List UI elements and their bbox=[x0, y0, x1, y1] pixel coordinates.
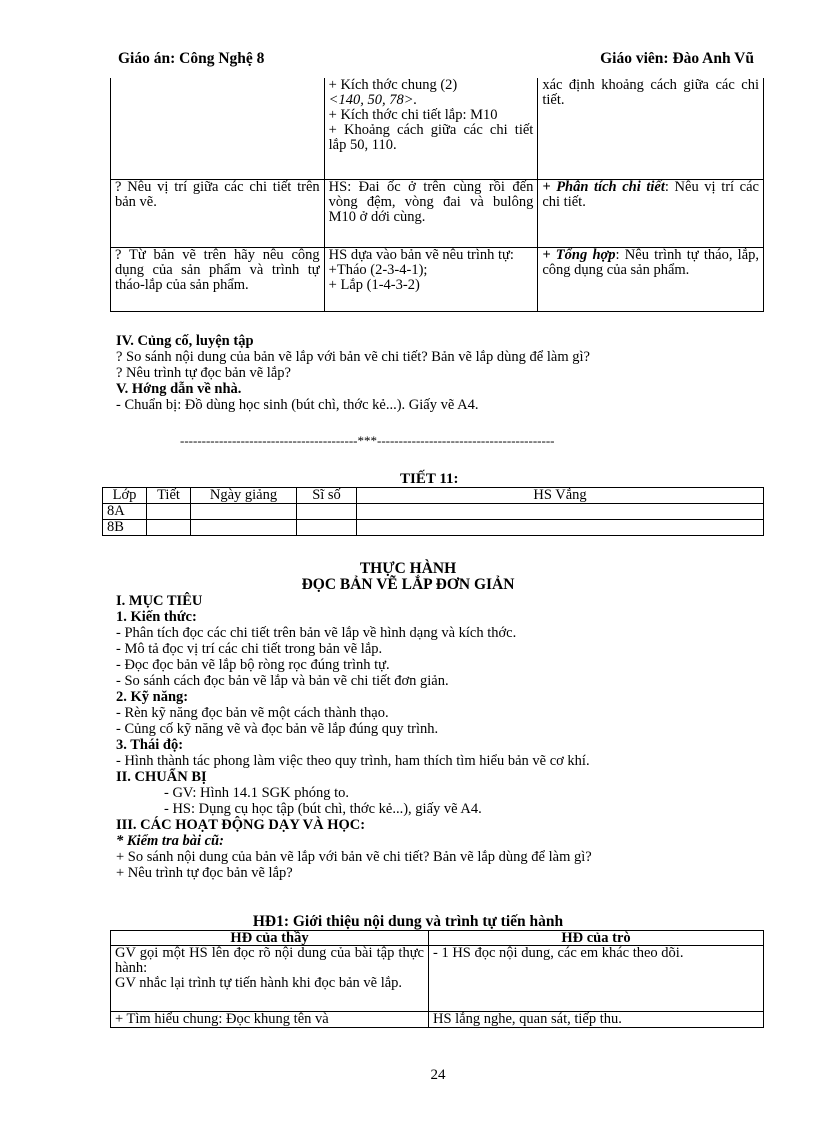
table-cell bbox=[357, 504, 764, 520]
table-row bbox=[111, 247, 764, 311]
main-title-line2: ĐỌC BẢN VẼ LẮP ĐƠN GIẢN bbox=[301, 576, 515, 593]
hd1-title: HĐ1: Giới thiệu nội dung và trình tự tiến hành bbox=[252, 913, 564, 930]
subsection-title: * Kiểm tra bài cũ: bbox=[116, 833, 224, 849]
column-header: HS Vắng bbox=[357, 488, 764, 504]
column-header: HĐ của trò bbox=[429, 931, 764, 946]
cell-line: <140, 50, 78>. bbox=[328, 92, 418, 108]
table-cell: + Tìm hiểu chung: Đọc khung tên và bbox=[111, 1012, 429, 1028]
table-row bbox=[103, 504, 764, 520]
activity-table bbox=[110, 930, 764, 1028]
text-line: - HS: Dụng cụ học tập (bút chì, thớc kẻ...), giấy vẽ A4. bbox=[164, 801, 482, 817]
text-line: + Nêu trình tự đọc bản vẽ lắp? bbox=[116, 865, 293, 881]
column-header: Sĩ số bbox=[297, 488, 357, 504]
page-number: 24 bbox=[430, 1067, 446, 1083]
text-line: - Mô tả đọc vị trí các chi tiết trong bản vẽ lắp. bbox=[116, 641, 383, 657]
consolidation-section bbox=[116, 333, 756, 413]
column-header: Tiết bbox=[147, 488, 191, 504]
table-cell bbox=[357, 520, 764, 536]
cell-bold-text: + Phân tích chi tiết bbox=[542, 178, 665, 195]
table-cell bbox=[297, 504, 357, 520]
table-cell: ? Nêu vị trí giữa các chi tiết trên bản vẽ. bbox=[111, 179, 325, 247]
table-cell bbox=[538, 179, 764, 247]
text-line: + So sánh nội dung của bản vẽ lắp với bản vẽ chi tiết? Bản vẽ lắp dùng để làm gì? bbox=[116, 849, 592, 865]
text-line: - Đọc đọc bản vẽ lắp bộ ròng rọc đúng trình tự. bbox=[116, 657, 390, 673]
text-line: - Phân tích đọc các chi tiết trên bản vẽ lắp về hình dạng và kích thớc. bbox=[116, 625, 517, 641]
text-line: - Chuẩn bị: Đồ dùng học sinh (bút chì, thớc kẻ...). Giấy vẽ A4. bbox=[116, 397, 479, 413]
text-line: ? So sánh nội dung của bản vẽ lắp với bản vẽ chi tiết? Bản vẽ lắp dùng để làm gì? bbox=[116, 349, 590, 365]
table-cell: HS lắng nghe, quan sát, tiếp thu. bbox=[429, 1012, 764, 1028]
column-header: HĐ của thầy bbox=[111, 931, 429, 946]
table-row bbox=[111, 179, 764, 247]
column-header: Lớp bbox=[103, 488, 147, 504]
cell-line: + Khoảng cách giữa các chi tiết lắp 50, 110. bbox=[328, 122, 534, 153]
table-cell bbox=[538, 247, 764, 311]
lesson-number: TIẾT 11: bbox=[400, 471, 459, 487]
lesson-table-continued bbox=[110, 78, 764, 312]
cell-line: GV gọi một HS lên đọc rõ nội dung của bài tập thực hành: bbox=[115, 945, 424, 976]
cell-line: + Lắp (1-4-3-2) bbox=[328, 276, 420, 293]
text-line: ? Nêu trình tự đọc bản vẽ lắp? bbox=[116, 365, 291, 381]
text-line: - Hình thành tác phong làm việc theo quy trình, ham thích tìm hiểu bản vẽ cơ khí. bbox=[116, 753, 590, 769]
cell-bold-text: + Tổng hợp bbox=[542, 246, 616, 263]
table-cell: HS: Đai ốc ở trên cùng rồi đến vòng đệm, vòng đai và bulông M10 ở dới cùng. bbox=[324, 179, 538, 247]
section-title: IV. Củng cố, luyện tập bbox=[116, 333, 254, 349]
table-cell bbox=[324, 78, 538, 179]
main-title-line1: THỰC HÀNH bbox=[359, 560, 457, 577]
section-title: I. MỤC TIÊU bbox=[116, 593, 203, 609]
text-line: - GV: Hình 14.1 SGK phóng to. bbox=[164, 785, 350, 801]
subsection-title: 2. Kỹ năng: bbox=[116, 689, 189, 705]
table-cell bbox=[297, 520, 357, 536]
table-cell bbox=[111, 78, 325, 179]
cell-text: : Nêu trình tự tháo, lắp, công dụng của sản phẩm. bbox=[542, 246, 760, 278]
table-cell: ? Từ bản vẽ trên hãy nêu công dụng của sản phẩm và trình tự tháo-lắp của sản phẩm. bbox=[111, 247, 325, 311]
header-right: Giáo viên: Đào Anh Vũ bbox=[600, 50, 754, 67]
table-cell: 8B bbox=[103, 520, 147, 536]
table-cell bbox=[191, 504, 297, 520]
subsection-title: 3. Thái độ: bbox=[116, 737, 184, 753]
table-cell bbox=[147, 520, 191, 536]
table-header-row bbox=[103, 488, 764, 504]
table-row bbox=[103, 520, 764, 536]
table-row bbox=[111, 946, 764, 1012]
table-cell: 8A bbox=[103, 504, 147, 520]
table-cell: xác định khoảng cách giữa các chi tiết. bbox=[538, 78, 764, 179]
text-line: - Rèn kỹ năng đọc bản vẽ một cách thành thạo. bbox=[116, 705, 389, 721]
separator-line: -----------------------------------------***----------------------------------------- bbox=[180, 433, 555, 448]
section-title: III. CÁC HOẠT ĐỘNG DẠY VÀ HỌC: bbox=[116, 817, 366, 833]
cell-line: GV nhắc lại trình tự tiến hành khi đọc bản vẽ lắp. bbox=[115, 975, 403, 991]
header-left: Giáo án: Công Nghệ 8 bbox=[118, 50, 265, 67]
cell-line: + Kích thớc chung (2) bbox=[328, 77, 458, 93]
table-cell bbox=[147, 504, 191, 520]
cell-text: : Nêu vị trí các chi tiết. bbox=[542, 178, 759, 210]
objectives-section bbox=[116, 593, 756, 881]
text-line: - So sánh cách đọc bản vẽ lắp và bản vẽ chi tiết đơn giản. bbox=[116, 673, 449, 689]
cell-line: + Kích thớc chi tiết lắp: M10 bbox=[328, 107, 498, 123]
table-row bbox=[111, 78, 764, 179]
table-cell bbox=[324, 247, 538, 311]
subsection-title: 1. Kiến thức: bbox=[116, 609, 197, 625]
cell-line: HS dựa vào bản vẽ nêu trình tự: bbox=[328, 246, 514, 263]
table-cell bbox=[111, 946, 429, 1012]
table-cell bbox=[191, 520, 297, 536]
column-header: Ngày giảng bbox=[191, 488, 297, 504]
table-cell: - 1 HS đọc nội dung, các em khác theo dõi. bbox=[429, 946, 764, 1012]
table-row bbox=[111, 1012, 764, 1028]
text-line: - Củng cố kỹ năng vẽ và đọc bản vẽ lắp đúng quy trình. bbox=[116, 721, 439, 737]
class-attendance-table bbox=[102, 487, 764, 536]
table-header-row bbox=[111, 931, 764, 946]
section-title: II. CHUẨN BỊ bbox=[116, 769, 207, 785]
cell-line: +Tháo (2-3-4-1); bbox=[328, 261, 428, 278]
section-title: V. Hớng dẫn về nhà. bbox=[116, 381, 242, 397]
